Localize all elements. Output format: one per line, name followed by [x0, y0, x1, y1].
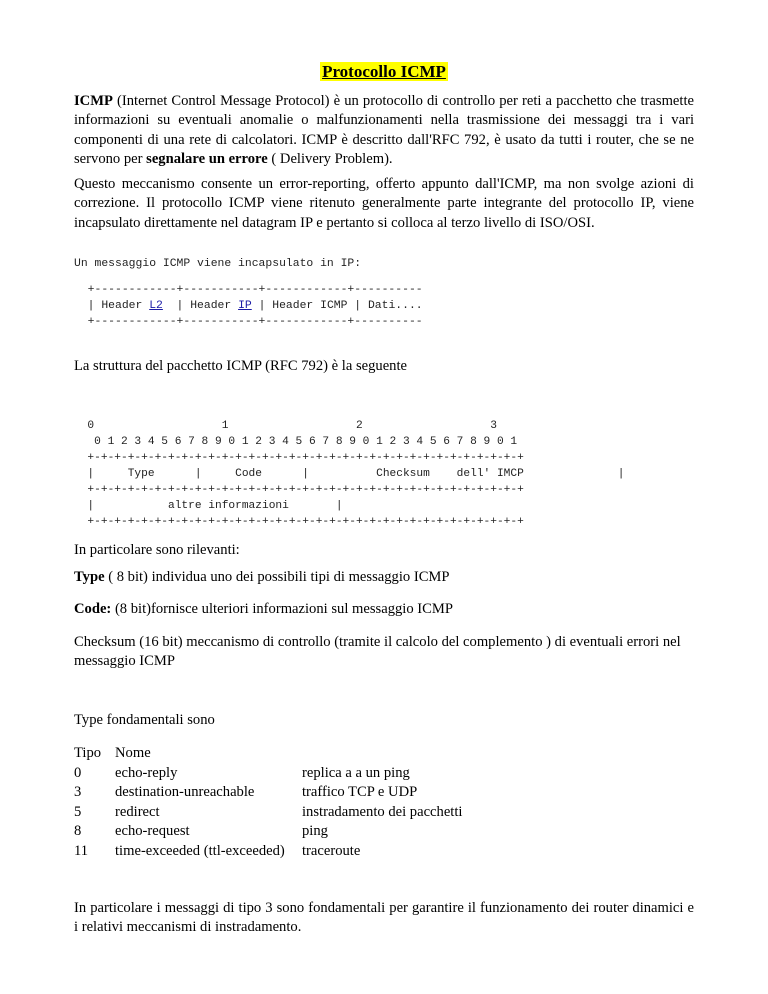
page-title: Protocollo ICMP: [322, 62, 446, 81]
diagram-line-2: +-+-+-+-+-+-+-+-+-+-+-+-+-+-+-+-+-+-+-+-+-+-+-+-+-+-+-+-+-+-+-+-+: [74, 452, 524, 464]
diagram-line-5: | altre informazioni |: [74, 500, 343, 512]
type-label: Type: [74, 569, 105, 585]
header-nome: Nome: [115, 745, 151, 761]
type-number: 8: [74, 823, 82, 840]
checksum-definition: Checksum (16 bit) meccanismo di controllo (tramite il calcolo del complemento ) di eventuali errori nel messaggio ICMP: [74, 634, 681, 670]
table-header-row: [72, 744, 464, 764]
error-reporting-paragraph: Questo meccanismo consente un error-reporting, offerto appunto dall'ICMP, ma non svolge azioni di correzione. Il protocollo ICMP viene ritenuto generalmente parte integrante del protocollo IP, viene incapsulato direttamente nel datagram IP e pertanto si colloca al terzo livello di ISO/OSI.: [74, 176, 694, 231]
type-number: 0: [74, 764, 82, 781]
table-row: [72, 822, 464, 842]
type-description: traceroute: [302, 842, 361, 859]
header-tipo: Tipo: [74, 745, 102, 761]
type-name: echo-reply: [115, 764, 178, 781]
code-text: (8 bit)fornisce ulteriori informazioni sul messaggio ICMP: [111, 601, 453, 617]
rilevanti-text: In particolare sono rilevanti:: [74, 542, 240, 558]
encap-border-bottom: +------------+-----------+------------+----------: [74, 316, 423, 328]
diagram-line-0: 0 1 2 3: [74, 420, 497, 432]
type-number: 3: [74, 784, 82, 801]
table-row: [72, 764, 464, 784]
encap-row: [74, 298, 423, 314]
code-label: Code:: [74, 601, 112, 617]
type-text: ( 8 bit) individua uno dei possibili tipi di messaggio ICMP: [104, 569, 450, 585]
type-description: ping: [302, 823, 328, 840]
intro-text-2: ( Delivery Problem).: [267, 151, 393, 168]
link-l2[interactable]: L2: [149, 300, 163, 312]
structure-caption: La struttura del pacchetto ICMP (RFC 792) è la seguente: [74, 358, 408, 374]
table-row: [72, 803, 464, 823]
closing-paragraph: In particolare i messaggi di tipo 3 sono fondamentali per garantire il funzionamento dei router dinamici e i relativi meccanismi di instradamento.: [74, 900, 694, 936]
type-description: instradamento dei pacchetti: [302, 803, 463, 820]
encap-row-prefix: | Header: [74, 300, 150, 312]
intro-bold-term: ICMP: [74, 93, 113, 109]
type-number: 11: [74, 842, 89, 859]
type-description: replica a a un ping: [302, 764, 410, 781]
type-description: traffico TCP e UDP: [302, 784, 418, 801]
type-name: redirect: [115, 803, 160, 820]
intro-paragraph: [74, 92, 694, 170]
link-ip[interactable]: IP: [238, 300, 252, 312]
encap-caption: Un messaggio ICMP viene incapsulato in IP:: [74, 258, 362, 270]
type-number: 5: [74, 803, 82, 820]
table-row: [72, 842, 464, 862]
type-name: destination-unreachable: [115, 784, 255, 801]
table-row: [72, 783, 464, 803]
diagram-line-6: +-+-+-+-+-+-+-+-+-+-+-+-+-+-+-+-+-+-+-+-+-+-+-+-+-+-+-+-+-+-+-+-+: [74, 516, 524, 528]
type-name: time-exceeded (ttl-exceeded): [115, 842, 285, 859]
diagram-line-4: +-+-+-+-+-+-+-+-+-+-+-+-+-+-+-+-+-+-+-+-+-+-+-+-+-+-+-+-+-+-+-+-+: [74, 484, 524, 496]
diagram-line-1: 0 1 2 3 4 5 6 7 8 9 0 1 2 3 4 5 6 7 8 9 0 1 2 3 4 5 6 7 8 9 0 1: [74, 436, 518, 448]
encap-border-top: +------------+-----------+------------+----------: [74, 284, 423, 296]
title-block: [74, 62, 694, 82]
icmp-types-table: [72, 744, 464, 862]
code-definition: [74, 600, 694, 619]
intro-bold-phrase: segnalare un errore: [146, 151, 268, 168]
intro-text-1: (Internet Control Message Protocol) è un protocollo di controllo per reti a pacchetto che trasmette informazioni su eventuali anomalie o malfunzionamenti nella trasmissione dei messaggi tra i vari componenti di una rete di calcolatori. ICMP è descritto dall'RFC 792, è usato da tutti i router, che se ne servono per: [74, 93, 694, 168]
encap-row-mid: | Header: [162, 300, 239, 312]
types-caption: Type fondamentali sono: [74, 712, 215, 728]
type-name: echo-request: [115, 823, 190, 840]
type-definition: [74, 568, 694, 587]
encap-row-rest: | Header ICMP | Dati....: [251, 300, 423, 312]
header-descr: [300, 744, 464, 764]
diagram-line-3: | Type | Code | Checksum dell' IMCP |: [74, 468, 625, 480]
